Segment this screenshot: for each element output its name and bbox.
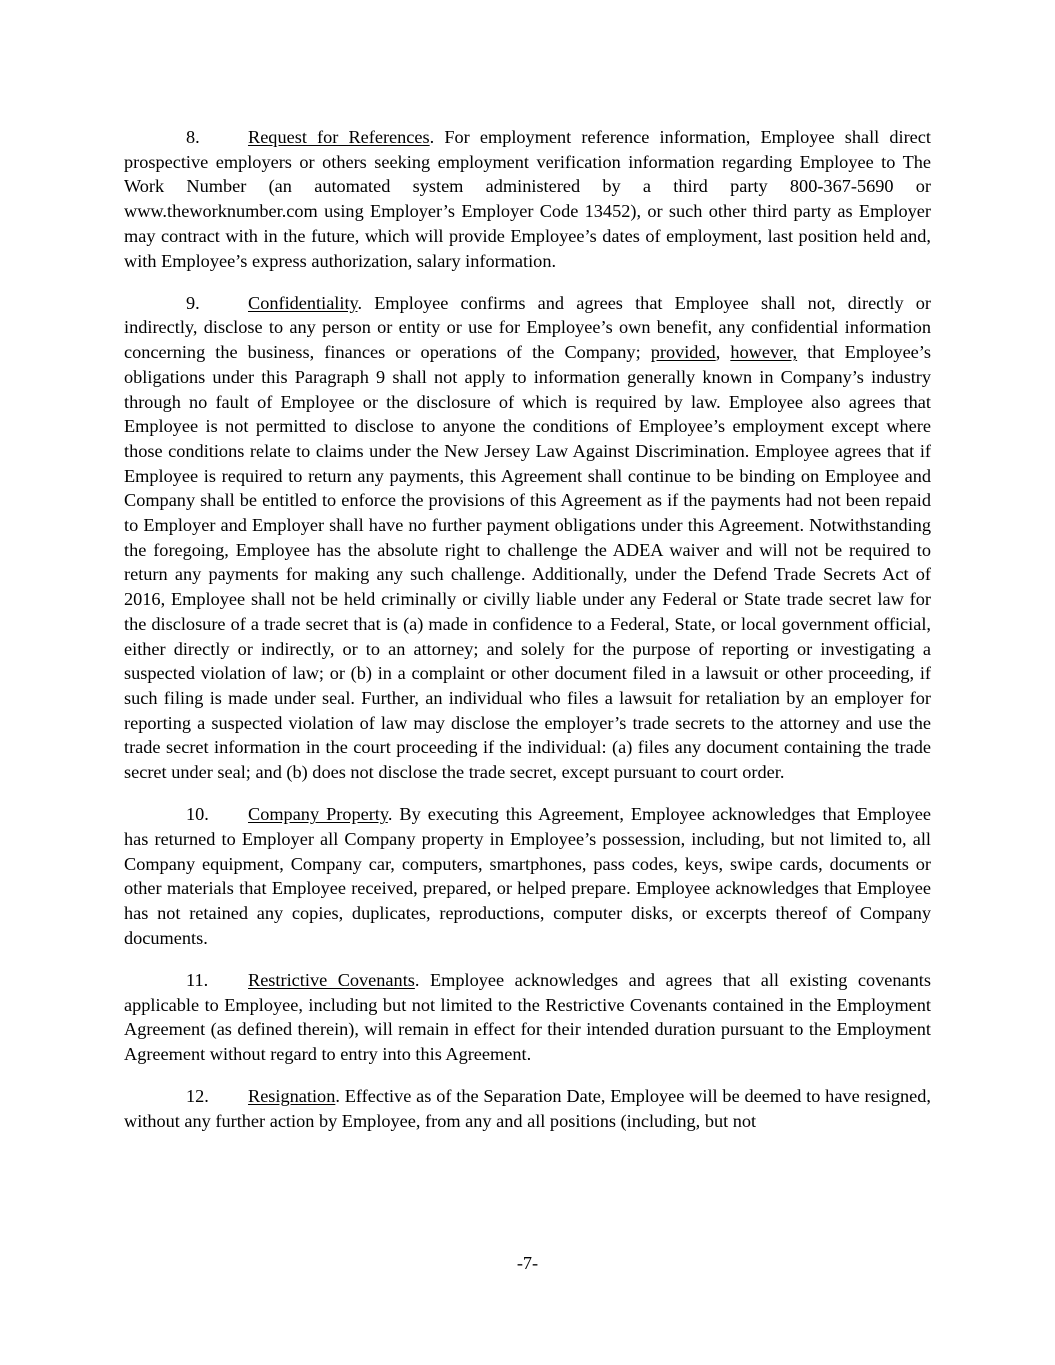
section-body: . For employment reference information, Employee shall direct prospective employers or others seeking employment verification information regarding Employee to The Work Number (an automated system administered by a third party 800-367-5690 or www.theworknumber.com using Employer’s Employer Code 13452), or such other third party as Employer may contract with in the future, which will provide Employee’s dates of employment, last position held and, with Employee’s express authorization, salary information.	[124, 127, 931, 271]
section-heading: Confidentiality	[248, 292, 358, 313]
section-8	[124, 125, 931, 273]
section-number: 9.	[186, 292, 200, 313]
section-9	[124, 291, 931, 785]
page-number: -7-	[516, 1253, 539, 1273]
section-12	[124, 1084, 931, 1133]
section-body-continued: that Employee’s obligations under this Paragraph 9 shall not apply to information generally known in Company’s industry through no fault of Employee or the disclosure of which is required by law. Employee also agrees that Employee is not permitted to disclose to anyone the conditions of Employee’s employment except where those conditions relate to claims under the New Jersey Law Against Discrimination. Employee agrees that if Employee is required to return any payments, this Agreement shall continue to be binding on Employee and Company shall be entitled to enforce the provisions of this Agreement as if the payments had not been repaid to Employer and Employer shall have no further payment obligations under this Agreement. Notwithstanding the foregoing, Employee has the absolute right to challenge the ADEA waiver and will not be required to return any payments for making any such challenge. Additionally, under the Defend Trade Secrets Act of 2016, Employee shall not be held criminally or civilly liable under any Federal or State trade secret law for the disclosure of a trade secret that is (a) made in confidence to a Federal, State, or local government official, either directly or indirectly, or to an attorney; and solely for the purpose of reporting or investigating a suspected violation of law; or (b) in a complaint or other document filed in a lawsuit or other proceeding, if such filing is made under seal. Further, an individual who files a lawsuit for retaliation by an employer for reporting a suspected violation of law may disclose the employer’s trade secrets to the attorney and use the trade secret information in the court proceeding if the individual: (a) files any document containing the trade secret under seal; and (b) does not disclose the trade secret, except pursuant to court order.	[124, 342, 931, 783]
section-heading: Request for References	[248, 127, 430, 147]
section-body: . Employee acknowledges and agrees that all existing covenants applicable to Employee, including but not limited to the Restrictive Covenants contained in the Employment Agreement (as defined therein), will remain in effect for their intended duration pursuant to the Employment Agreement without regard to entry into this Agreement.	[124, 970, 931, 1065]
section-number: 8.	[186, 127, 200, 147]
however-term: however,	[730, 342, 798, 363]
section-heading: Resignation	[248, 1086, 336, 1107]
document-page	[124, 125, 931, 1151]
section-heading: Restrictive Covenants	[248, 970, 415, 990]
section-body: . By executing this Agreement, Employee acknowledges that Employee has returned to Employer all Company property in Employee’s possession, including, but not limited to, all Company equipment, Company car, computers, smartphones, pass codes, keys, swipe cards, documents or other materials that Employee received, prepared, or helped prepare. Employee acknowledges that Employee has not retained any copies, duplicates, reproductions, computer disks, or excerpts thereof of Company documents.	[124, 804, 931, 948]
section-10	[124, 802, 931, 950]
section-heading: Company Property	[248, 804, 388, 825]
comma-separator: ,	[715, 342, 731, 363]
section-number: 10.	[186, 804, 209, 825]
section-body: . Effective as of the Separation Date, Employee will be deemed to have resigned, without any further action by Employee, from any and all positions (including, but not	[124, 1086, 931, 1132]
section-number: 12.	[186, 1086, 209, 1107]
provided-term: provided	[650, 342, 716, 363]
section-number: 11.	[186, 970, 209, 990]
section-body: . Employee confirms and agrees that Employee shall not, directly or indirectly, disclose to any person or entity or use for Employee’s own benefit, any confidential information concerning the business, finances or operations of the Company;	[124, 292, 931, 363]
section-11	[124, 968, 931, 1067]
